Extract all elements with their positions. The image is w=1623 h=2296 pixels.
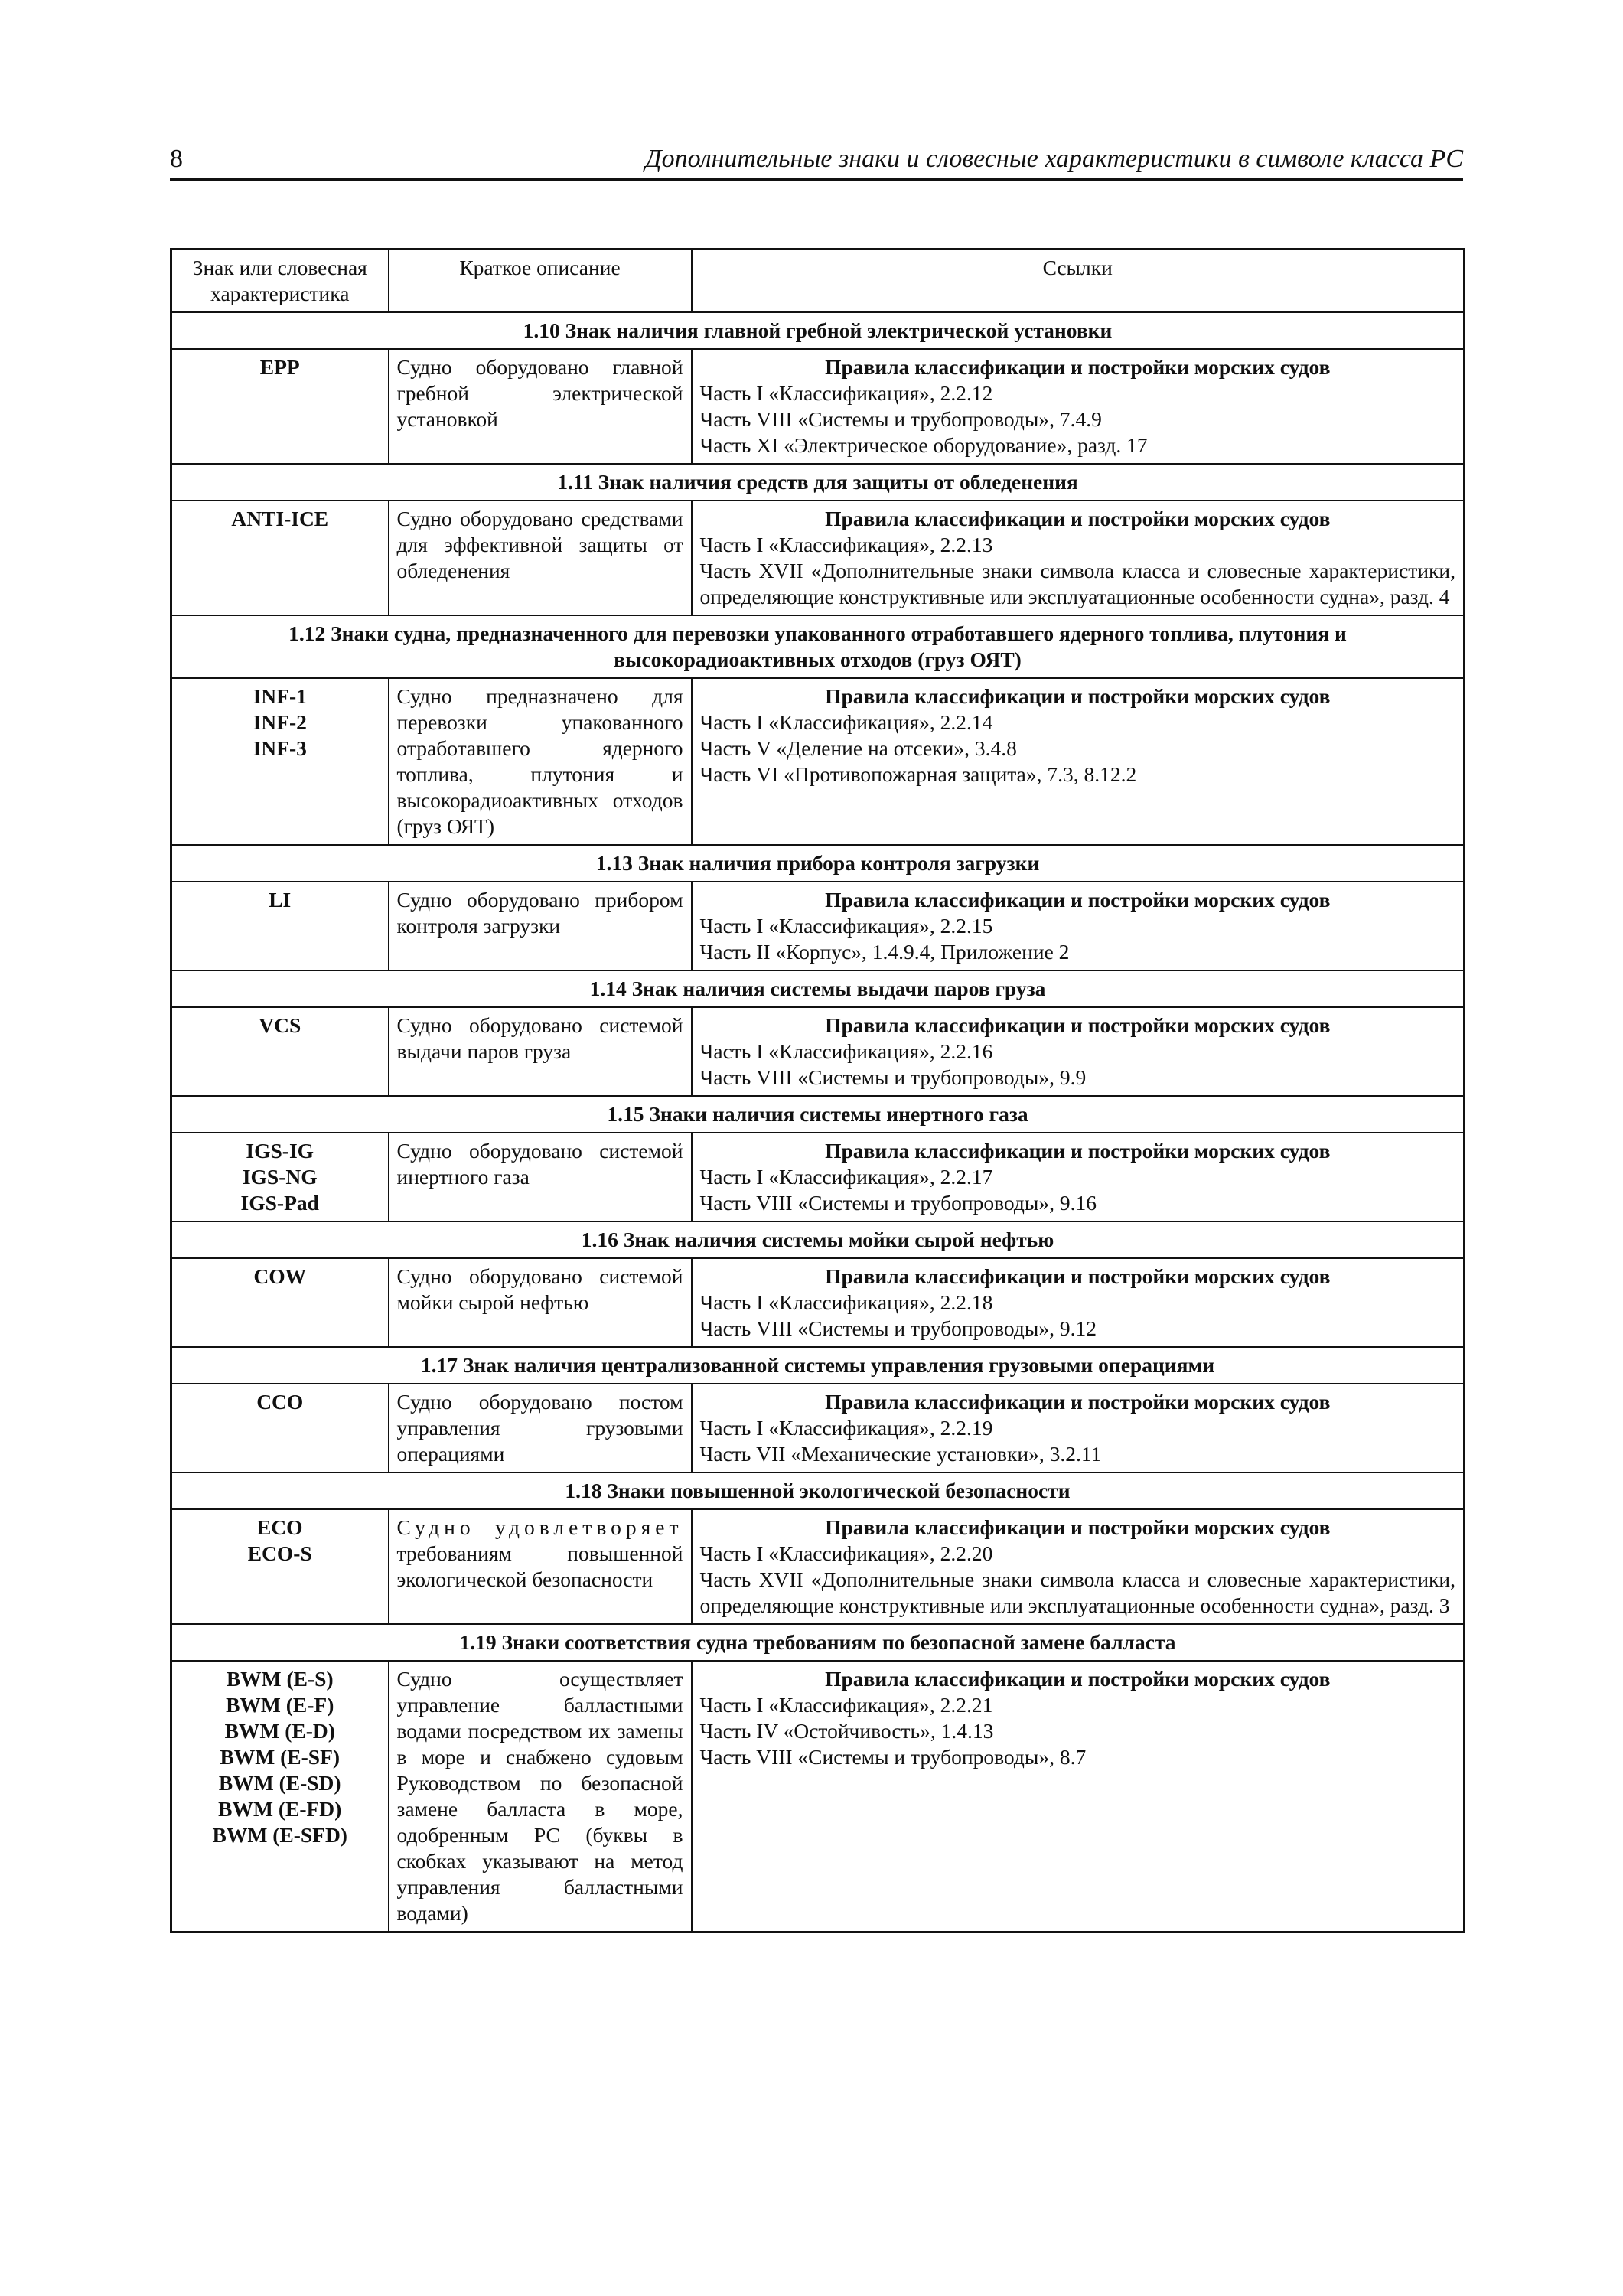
- section-title: 1.13 Знак наличия прибора контроля загрузки: [171, 845, 1465, 882]
- references-title: Правила классификации и постройки морских судов: [825, 1515, 1331, 1539]
- references-cell: [692, 1007, 1465, 1096]
- reference: Часть I «Классификация», 2.2.18: [699, 1290, 993, 1314]
- references-title: Правила классификации и постройки морских судов: [825, 1264, 1331, 1288]
- description-cell: Судно оборудовано системой мойки сырой нефтью: [389, 1258, 692, 1347]
- mark: BWM (E-SF): [220, 1745, 341, 1769]
- mark: EPP: [259, 355, 300, 379]
- description-cell: Судно оборудовано системой инертного газа: [389, 1133, 692, 1221]
- reference: Часть IV «Остойчивость», 1.4.13: [699, 1719, 994, 1743]
- table-row: [171, 349, 1465, 464]
- section-title-row: [171, 970, 1465, 1007]
- section-title-row: [171, 1347, 1465, 1384]
- section-title: 1.11 Знак наличия средств для защиты от обледенения: [171, 464, 1465, 501]
- section-title: 1.17 Знак наличия централизованной системы управления грузовыми операциями: [171, 1347, 1465, 1384]
- references-title: Правила классификации и постройки морских судов: [825, 507, 1331, 530]
- references-cell: [692, 1384, 1465, 1473]
- references-cell: [692, 501, 1465, 615]
- description-cell: Судно оборудовано главной гребной электрической установкой: [389, 349, 692, 464]
- references-cell: [692, 1509, 1465, 1624]
- reference: Часть XVII «Дополнительные знаки символа класса и словесные характеристики, определяющие конструктивные или эксплуатационные особенности судна», разд. 4: [699, 559, 1455, 608]
- reference: Часть V «Деление на отсеки», 3.4.8: [699, 736, 1017, 760]
- reference: Часть I «Классификация», 2.2.12: [699, 381, 993, 405]
- mark: BWM (E-SD): [218, 1771, 341, 1795]
- reference: Часть I «Классификация», 2.2.14: [699, 710, 993, 734]
- section-title-row: [171, 312, 1465, 349]
- section-title-row: [171, 1221, 1465, 1258]
- mark-cell: [171, 678, 389, 845]
- section-title-row: [171, 464, 1465, 501]
- table-row: [171, 1509, 1465, 1624]
- mark: ANTI-ICE: [231, 507, 329, 530]
- description-cell: [389, 1509, 692, 1624]
- mark: BWM (E-F): [226, 1693, 334, 1717]
- mark: BWM (E-FD): [218, 1797, 342, 1821]
- column-header-description: Краткое описание: [389, 249, 692, 313]
- running-title: Дополнительные знаки и словесные характеристики в символе класса РС: [644, 145, 1463, 173]
- references-title: Правила классификации и постройки морских судов: [825, 355, 1331, 379]
- mark: BWM (E-S): [226, 1667, 334, 1691]
- reference: Часть VIII «Системы и трубопроводы», 9.12: [699, 1316, 1097, 1340]
- section-title: 1.12 Знаки судна, предназначенного для перевозки упакованного отработавшего ядерного топлива, плутония и высокорадиоактивных отходов (груз ОЯТ): [171, 615, 1465, 678]
- table-row: [171, 1384, 1465, 1473]
- section-title-row: [171, 615, 1465, 678]
- description-cell: Судно осуществляет управление балластными водами посредством их замены в море и снабжено судовым Руководством по безопасной замене балласта в море, одобренным РС (буквы в скобках указывают на метод управления балластными водами): [389, 1661, 692, 1932]
- column-header-references: Ссылки: [692, 249, 1465, 313]
- section-title: 1.18 Знаки повышенной экологической безопасности: [171, 1473, 1465, 1509]
- section-title-row: [171, 1473, 1465, 1509]
- mark: LI: [269, 888, 292, 912]
- table-row: [171, 1133, 1465, 1221]
- references-cell: [692, 349, 1465, 464]
- reference: Часть VI «Противопожарная защита», 7.3, 8.12.2: [699, 762, 1137, 786]
- page-number: 8: [170, 145, 183, 173]
- table-row: [171, 1258, 1465, 1347]
- description-cell: Судно оборудовано средствами для эффективной защиты от обледенения: [389, 501, 692, 615]
- reference: Часть I «Классификация», 2.2.16: [699, 1039, 993, 1063]
- mark: CCO: [256, 1390, 304, 1414]
- description-cell: Судно предназначено для перевозки упакованного отработавшего ядерного топлива, плутония и высокорадиоактивных отходов (груз ОЯТ): [389, 678, 692, 845]
- references-title: Правила классификации и постройки морских судов: [825, 1390, 1331, 1414]
- mark: INF-2: [253, 710, 307, 734]
- mark: COW: [253, 1264, 307, 1288]
- reference: Часть XVII «Дополнительные знаки символа класса и словесные характеристики, определяющие конструктивные или эксплуатационные особенности судна», разд. 3: [699, 1567, 1455, 1617]
- references-title: Правила классификации и постройки морских судов: [825, 1139, 1331, 1163]
- reference: Часть I «Классификация», 2.2.19: [699, 1416, 993, 1440]
- mark: IGS-IG: [246, 1139, 314, 1163]
- column-header-mark: Знак или словесная характеристика: [171, 249, 389, 313]
- section-title: 1.16 Знак наличия системы мойки сырой нефтью: [171, 1221, 1465, 1258]
- mark-cell: [171, 1258, 389, 1347]
- page-header: [170, 144, 1463, 181]
- description-cell: Судно оборудовано постом управления грузовыми операциями: [389, 1384, 692, 1473]
- table-row: [171, 501, 1465, 615]
- mark: ECO: [256, 1515, 303, 1539]
- reference: Часть I «Классификация», 2.2.15: [699, 914, 993, 938]
- section-title: 1.14 Знак наличия системы выдачи паров груза: [171, 970, 1465, 1007]
- mark: VCS: [259, 1013, 301, 1037]
- table-row: [171, 882, 1465, 970]
- mark-cell: [171, 1133, 389, 1221]
- description-cell: Судно оборудовано прибором контроля загрузки: [389, 882, 692, 970]
- references-title: Правила классификации и постройки морских судов: [825, 1667, 1331, 1691]
- section-title: 1.15 Знаки наличия системы инертного газа: [171, 1096, 1465, 1133]
- mark: INF-1: [253, 684, 307, 708]
- mark-cell: [171, 349, 389, 464]
- references-title: Правила классификации и постройки морских судов: [825, 1013, 1331, 1037]
- reference: Часть I «Классификация», 2.2.17: [699, 1165, 993, 1189]
- mark-cell: [171, 1661, 389, 1932]
- section-title: 1.19 Знаки соответствия судна требованиям по безопасной замене балласта: [171, 1624, 1465, 1661]
- references-cell: [692, 882, 1465, 970]
- reference: Часть VIII «Системы и трубопроводы», 7.4.9: [699, 407, 1102, 431]
- mark: ECO-S: [247, 1541, 312, 1565]
- classification-marks-table: [170, 248, 1465, 1933]
- references-title: Правила классификации и постройки морских судов: [825, 888, 1331, 912]
- description-text: требованиям повышенной экологической безопасности: [396, 1541, 683, 1591]
- mark: BWM (E-D): [224, 1719, 335, 1743]
- reference: Часть I «Классификация», 2.2.21: [699, 1693, 993, 1717]
- description-spaced-line: Судно удовлетворяет: [396, 1515, 683, 1539]
- reference: Часть II «Корпус», 1.4.9.4, Приложение 2: [699, 940, 1070, 964]
- description-cell: Судно оборудовано системой выдачи паров груза: [389, 1007, 692, 1096]
- table-header-row: [171, 249, 1465, 313]
- table-row: [171, 1007, 1465, 1096]
- mark-cell: [171, 882, 389, 970]
- reference: Часть I «Классификация», 2.2.13: [699, 533, 993, 556]
- table-row: [171, 678, 1465, 845]
- mark-cell: [171, 1509, 389, 1624]
- references-cell: [692, 1133, 1465, 1221]
- reference: Часть VIII «Системы и трубопроводы», 9.16: [699, 1191, 1097, 1215]
- mark: IGS-Pad: [240, 1191, 319, 1215]
- section-title-row: [171, 1624, 1465, 1661]
- section-title: 1.10 Знак наличия главной гребной электрической установки: [171, 312, 1465, 349]
- reference: Часть VII «Механические установки», 3.2.11: [699, 1442, 1102, 1466]
- reference: Часть VIII «Системы и трубопроводы», 9.9: [699, 1065, 1087, 1089]
- mark: IGS-NG: [242, 1165, 318, 1189]
- mark: BWM (E-SFD): [212, 1823, 347, 1847]
- references-cell: [692, 678, 1465, 845]
- section-title-row: [171, 1096, 1465, 1133]
- reference: Часть VIII «Системы и трубопроводы», 8.7: [699, 1745, 1087, 1769]
- reference: Часть XI «Электрическое оборудование», разд. 17: [699, 433, 1148, 457]
- section-title-row: [171, 845, 1465, 882]
- mark-cell: [171, 1007, 389, 1096]
- references-cell: [692, 1661, 1465, 1932]
- mark: INF-3: [253, 736, 307, 760]
- reference: Часть I «Классификация», 2.2.20: [699, 1541, 993, 1565]
- references-cell: [692, 1258, 1465, 1347]
- references-title: Правила классификации и постройки морских судов: [825, 684, 1331, 708]
- table-row: [171, 1661, 1465, 1932]
- mark-cell: [171, 1384, 389, 1473]
- mark-cell: [171, 501, 389, 615]
